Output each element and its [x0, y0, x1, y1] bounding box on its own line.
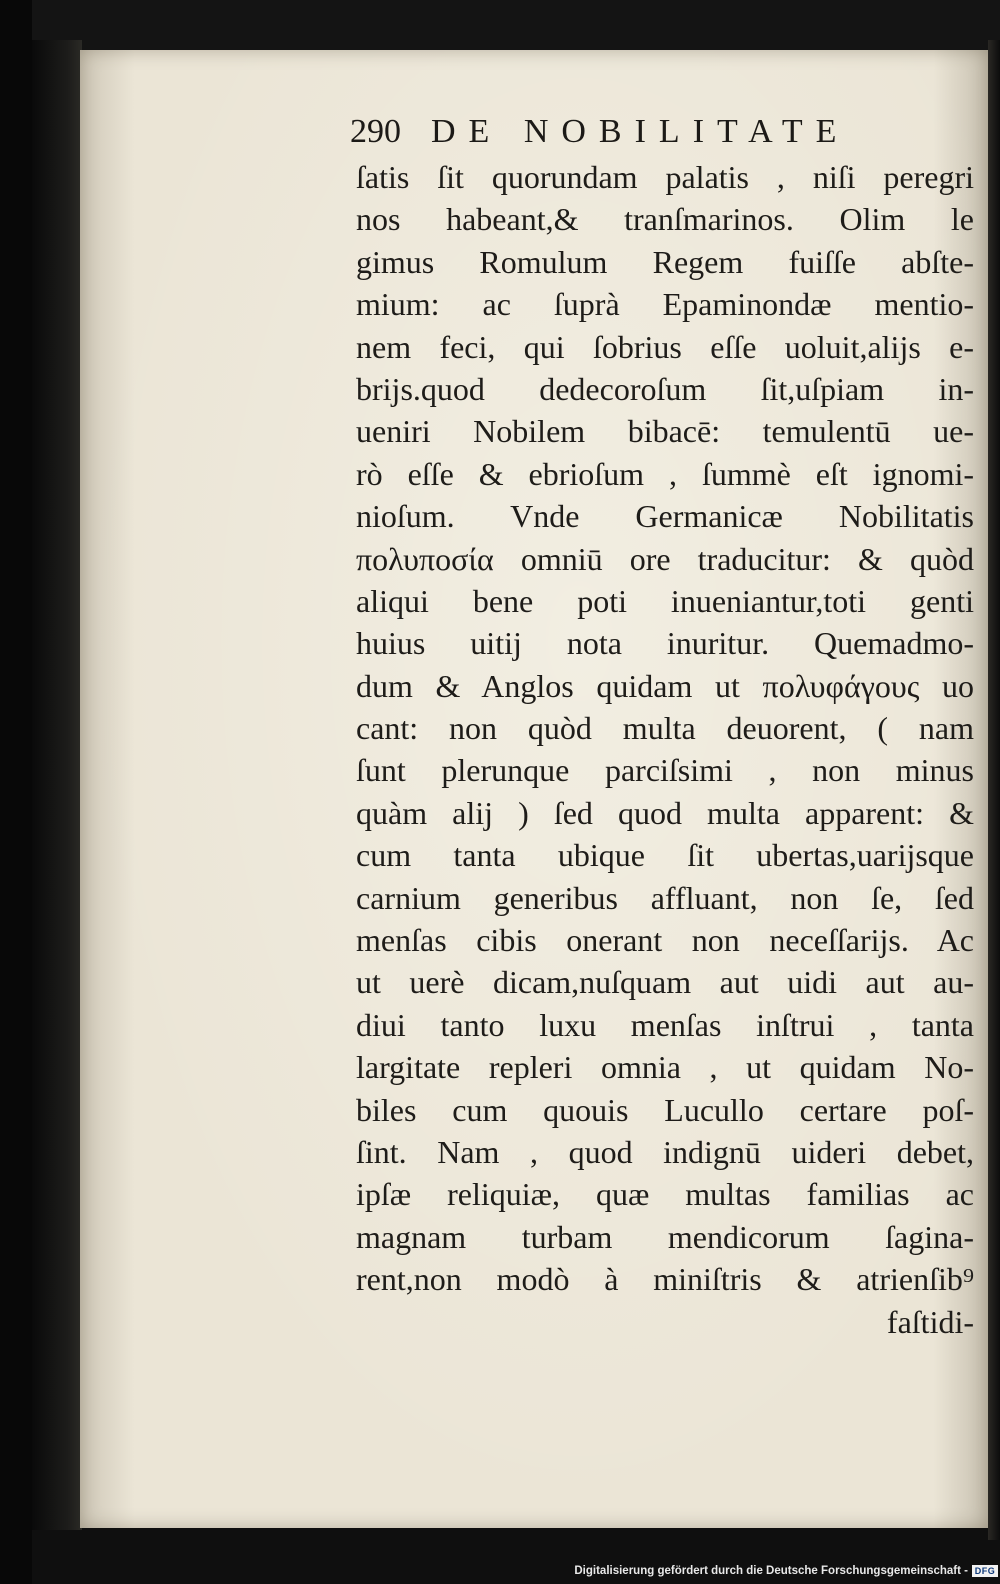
text-line: dum & Anglos quidam ut πολυφάγους uo: [356, 667, 974, 704]
book-binding-shadow: [32, 40, 82, 1530]
text-line: quàm alij ) ſed quod multa apparent: &: [356, 794, 974, 831]
text-line: biles cum quouis Lucullo certare poſ-: [356, 1091, 974, 1128]
text-line: largitate repleri omnia , ut quidam No-: [356, 1049, 974, 1086]
running-head: [350, 110, 910, 154]
text-line: aliqui bene poti inueniantur,toti genti: [356, 582, 974, 619]
text-line: ſatis ſit quorundam palatis , niſi peregri: [356, 159, 974, 195]
text-line: magnam turbam mendicorum ſagina-: [356, 1218, 974, 1255]
text-line: ipſæ reliquiæ, quæ multas familias ac: [356, 1176, 974, 1213]
digitization-credit: [574, 1562, 998, 1580]
text-line: diui tanto luxu menſas inſtrui , tanta: [356, 1006, 974, 1043]
text-line: gimus Romulum Regem fuiſſe abſte-: [356, 243, 974, 280]
text-line: ueniri Nobilem bibacē: temulentū ue-: [356, 413, 974, 450]
text-line: menſas cibis onerant non neceſſarijs. Ac: [356, 922, 974, 959]
page-number: 290: [350, 113, 401, 150]
scanner-background-left: [0, 0, 32, 1584]
text-line: carnium generibus affluant, non ſe, ſed: [356, 879, 974, 916]
text-line: ſint. Nam , quod indignū uideri debet,: [356, 1133, 974, 1170]
page-edge-right: [988, 40, 1000, 1540]
running-head-title: DE NOBILITATE: [431, 113, 850, 150]
text-line: πολυποσία omniū ore traducitur: & quòd: [356, 540, 974, 577]
text-line: ut uerè dicam,nuſquam aut uidi aut au-: [356, 964, 974, 1001]
text-line: mium: ac ſuprà Epaminondæ mentio-: [356, 286, 974, 323]
text-line: ſunt plerunque parciſsimi , non minus: [356, 752, 974, 789]
scanner-background-top: [0, 0, 1000, 52]
funding-credit-text: Digitalisierung gefördert durch die Deutsche Forschungsgemeinschaft -: [574, 1565, 968, 1577]
body-text: [356, 156, 974, 1343]
text-line: huius uitij nota inuritur. Quemadmo-: [356, 625, 974, 662]
text-line: brijs.quod dedecoroſum ſit,uſpiam in-: [356, 370, 974, 407]
text-line: cant: non quòd multa deuorent, ( nam: [356, 710, 974, 747]
text-line: faſtidi-: [886, 1303, 974, 1340]
text-line: rò eſſe & ebrioſum , ſummè eſt ignomi-: [356, 455, 974, 492]
text-line: nos habeant,& tranſmarinos. Olim le: [356, 201, 974, 238]
text-line: nem feci, qui ſobrius eſſe uoluit,alijs e-: [356, 328, 974, 365]
text-line: cum tanta ubique ſit ubertas,uarijsque: [356, 837, 974, 874]
text-line: nioſum. Vnde Germanicæ Nobilitatis: [356, 498, 974, 535]
text-line: rent,non modò à miniſtris & atrienſib⁹: [356, 1261, 974, 1298]
dfg-logo: DFG: [972, 1565, 998, 1577]
